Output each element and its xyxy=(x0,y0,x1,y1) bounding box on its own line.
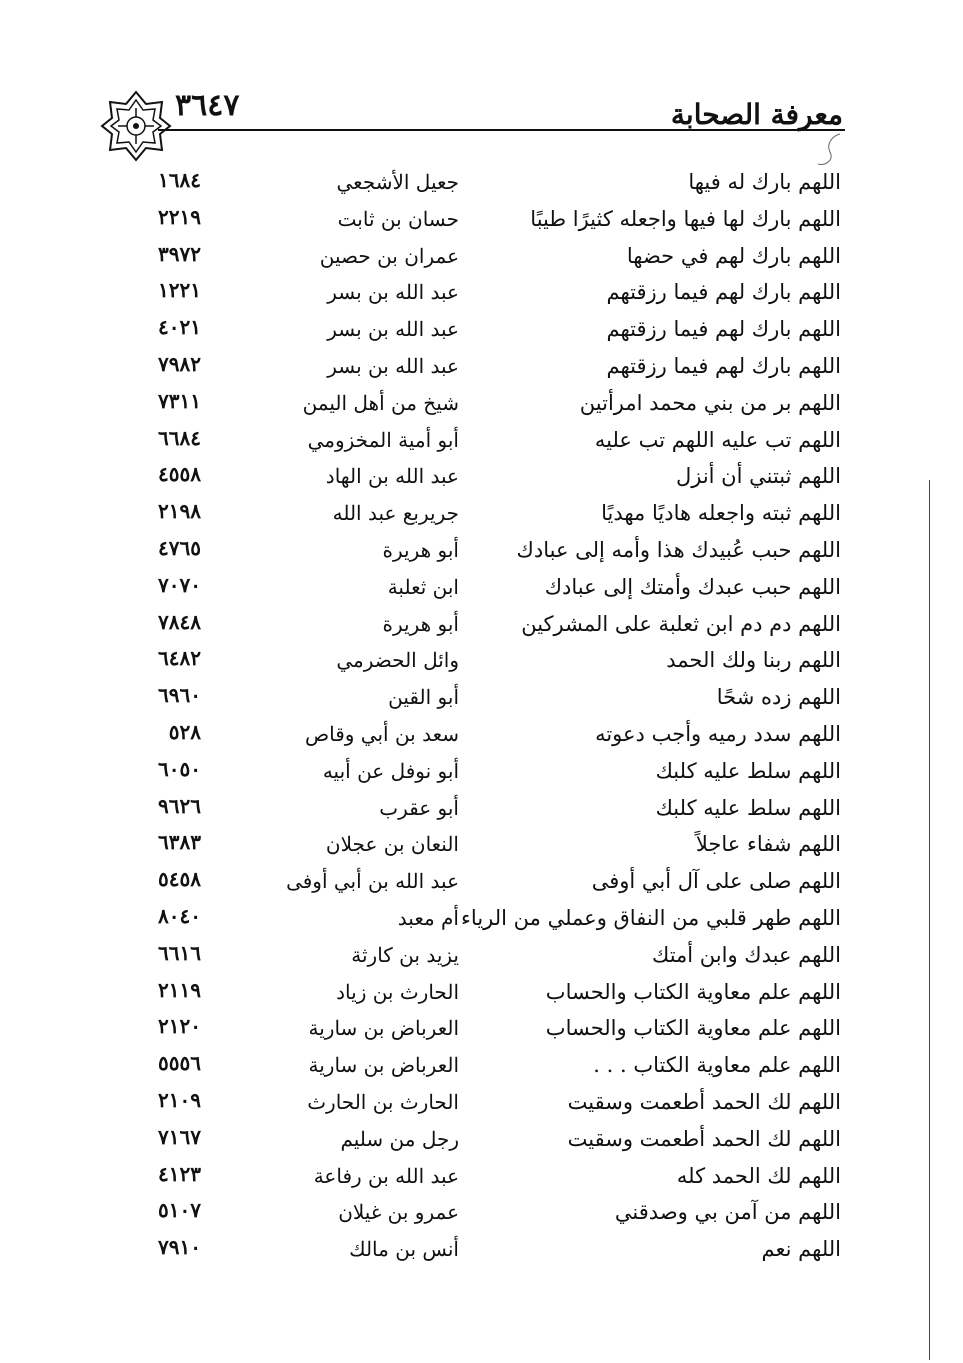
hadith-number: ٨٠٤٠ xyxy=(158,903,201,928)
hadith-incipit: اللهم من آمن بي وصدقني xyxy=(614,1200,841,1225)
hadith-incipit: اللهم ثبتني أن أنزل xyxy=(675,464,841,489)
index-entry xyxy=(0,424,963,461)
index-entry xyxy=(0,1012,963,1049)
corner-flourish-icon xyxy=(812,132,842,168)
hadith-number: ٣٩٧٢ xyxy=(158,241,201,266)
index-entry xyxy=(0,1049,963,1086)
index-entry xyxy=(0,902,963,939)
index-entry xyxy=(0,755,963,792)
narrator-name: أبو نوفل عن أبيه xyxy=(322,758,459,783)
index-entry xyxy=(0,718,963,755)
page-number: ٣٦٤٧ xyxy=(175,88,240,123)
hadith-incipit: اللهم تب عليه اللهم تب عليه xyxy=(594,427,841,452)
index-entry xyxy=(0,534,963,571)
narrator-name: أبو القين xyxy=(388,685,459,710)
narrator-name: عبد الله بن بسر xyxy=(327,280,459,305)
hadith-incipit: اللهم بارك لها فيها واجعله كثيرًا طيبًا xyxy=(530,206,841,231)
hadith-number: ٦٩٦٠ xyxy=(158,683,201,708)
narrator-name: الحارث بن زياد xyxy=(336,979,459,1004)
hadith-number: ٤٧٦٥ xyxy=(158,535,201,560)
narrator-name: أبو أمية المخزومي xyxy=(307,427,459,452)
index-entry xyxy=(0,608,963,645)
hadith-incipit: اللهم سدد رميه وأجب دعوته xyxy=(595,721,841,746)
index-entry xyxy=(0,313,963,350)
hadith-number: ١٢٢١ xyxy=(158,278,201,303)
narrator-name: أنس بن مالك xyxy=(349,1237,459,1262)
hadith-number: ٦٣٨٣ xyxy=(158,830,201,855)
narrator-name: يزيد بن كارثة xyxy=(351,942,459,967)
hadith-incipit: اللهم حبب عُبيدك هذا وأمه إلى عبادك xyxy=(516,537,841,562)
hadith-incipit: اللهم دم دم ابن ثعلبة على المشركين xyxy=(521,611,841,636)
index-entry xyxy=(0,939,963,976)
hadith-number: ٧٣١١ xyxy=(158,388,201,413)
index-entry xyxy=(0,350,963,387)
hadith-incipit: اللهم بر من بني محمد امرأتين xyxy=(579,390,841,415)
hadith-number: ٦٤٨٢ xyxy=(158,646,201,671)
narrator-name: حسان بن ثابت xyxy=(337,206,459,231)
hadith-number: ٧٩٨٢ xyxy=(158,351,201,376)
index-entry xyxy=(0,387,963,424)
narrator-name: عبد الله بن بسر xyxy=(327,353,459,378)
hadith-incipit: اللهم سلط عليه كلبك xyxy=(655,795,841,820)
hadith-incipit: اللهم طهر قلبي من النفاق وعملي من الرياء xyxy=(461,905,841,930)
hadith-incipit: اللهم ربنا ولك الحمد xyxy=(666,648,841,673)
index-entry xyxy=(0,792,963,829)
hadith-incipit: اللهم بارك له فيها xyxy=(688,170,841,194)
hadith-incipit: اللهم بارك لهم فيما رزقتهم xyxy=(606,280,841,305)
hadith-incipit: اللهم لك الحمد أطعمت وسقيت xyxy=(567,1126,841,1151)
hadith-incipit: اللهم عبدك وابن أمتك xyxy=(652,942,841,967)
hadith-incipit: اللهم حبب عبدك وأمتك إلى عبادك xyxy=(544,574,841,599)
hadith-number: ١٦٨٤ xyxy=(158,168,201,192)
hadith-incipit: اللهم شفاء عاجلاً xyxy=(695,832,841,857)
index-entry xyxy=(0,571,963,608)
hadith-incipit: اللهم بارك لهم فيما رزقتهم xyxy=(606,317,841,342)
hadith-number: ٦٦٨٤ xyxy=(158,425,201,450)
narrator-name: أبو هريرة xyxy=(382,611,459,636)
narrator-name: عمران بن حصين xyxy=(319,243,459,268)
hadith-number: ٢١٠٩ xyxy=(158,1087,201,1112)
index-entry xyxy=(0,681,963,718)
hadith-number: ٢٢١٩ xyxy=(158,204,201,229)
index-entry xyxy=(0,276,963,313)
hadith-number: ٥٤٥٨ xyxy=(158,867,201,892)
index-entry xyxy=(0,497,963,534)
narrator-name: عمرو بن غيلان xyxy=(338,1200,459,1225)
book-title: معرفة الصحابة xyxy=(670,98,843,131)
narrator-name: النعان بن عجلان xyxy=(325,832,459,857)
narrator-name: العرباض بن سارية xyxy=(308,1053,459,1078)
narrator-name: وائل الحضرمي xyxy=(336,648,459,673)
narrator-name: شيخ من أهل اليمن xyxy=(302,390,459,415)
narrator-name: عبد الله بن الهاد xyxy=(325,464,459,489)
narrator-name: جعيل الأشجعي xyxy=(336,170,459,194)
index-entry xyxy=(0,460,963,497)
hadith-number: ٦٠٥٠ xyxy=(158,756,201,781)
index-entry xyxy=(0,644,963,681)
hadith-incipit: اللهم بارك لهم فيما رزقتهم xyxy=(606,353,841,378)
index-entry xyxy=(0,865,963,902)
hadith-incipit: اللهم لك الحمد أطعمت وسقيت xyxy=(567,1089,841,1114)
hadith-number: ٢١١٩ xyxy=(158,977,201,1002)
narrator-name: سعد بن أبي وقاص xyxy=(304,721,459,746)
hadith-incipit: اللهم سلط عليه كلبك xyxy=(655,758,841,783)
hadith-number: ٤٥٥٨ xyxy=(158,462,201,487)
narrator-name: جريربع عبد الله xyxy=(332,501,459,526)
hadith-incipit: اللهم صلى على آل أبي أوفى xyxy=(591,869,841,894)
narrator-name: أبو عقرب xyxy=(379,795,459,820)
hadith-number: ٢١٩٨ xyxy=(158,499,201,524)
hadith-incipit: اللهم زده شحًا xyxy=(716,685,841,710)
narrator-name: ابن ثعلبة xyxy=(387,574,459,599)
narrator-name: عبد الله بن رفاعة xyxy=(313,1163,459,1188)
hadith-incipit: اللهم علم معاوية الكتاب . . . xyxy=(593,1053,841,1078)
hadith-number: ٥١٠٧ xyxy=(158,1198,201,1223)
hadith-number: ٢١٢٠ xyxy=(158,1014,201,1039)
hadith-number: ٤٠٢١ xyxy=(158,315,201,340)
narrator-name: العرباض بن سارية xyxy=(308,1016,459,1041)
narrator-name: رجل من سليم xyxy=(340,1126,459,1151)
hadith-incipit: اللهم نعم xyxy=(761,1237,841,1262)
hadith-number: ٧٠٧٠ xyxy=(158,572,201,597)
index-entry xyxy=(0,976,963,1013)
hadith-number: ٦٦١٦ xyxy=(158,940,201,965)
index-entry xyxy=(0,1086,963,1123)
index-entry xyxy=(0,203,963,240)
ornament-icon xyxy=(100,90,172,162)
narrator-name: عبد الله بن بسر xyxy=(327,317,459,342)
index-entry xyxy=(0,1160,963,1197)
index-entry xyxy=(0,1123,963,1160)
narrator-name: أبو هريرة xyxy=(382,537,459,562)
index-entry xyxy=(0,1233,963,1270)
hadith-number: ٧١٦٧ xyxy=(158,1124,201,1149)
hadith-number: ٧٩١٠ xyxy=(158,1235,201,1260)
hadith-number: ٥٢٨ xyxy=(168,719,201,744)
header-rule xyxy=(158,129,845,131)
hadith-incipit: اللهم بارك لهم في حضها xyxy=(626,243,841,268)
narrator-name: الحارث بن الحارث xyxy=(307,1089,459,1114)
hadith-number: ٥٥٥٦ xyxy=(158,1051,201,1076)
hadith-incipit: اللهم علم معاوية الكتاب والحساب xyxy=(545,1016,841,1041)
index-list xyxy=(0,166,963,1270)
narrator-name: عبد الله بن أبي أوفى xyxy=(286,869,459,894)
hadith-incipit: اللهم علم معاوية الكتاب والحساب xyxy=(545,979,841,1004)
hadith-incipit: اللهم ثبته واجعله هاديًا مهديًا xyxy=(601,501,841,526)
hadith-number: ٧٨٤٨ xyxy=(158,609,201,634)
index-entry xyxy=(0,240,963,277)
hadith-incipit: اللهم لك الحمد كله xyxy=(676,1163,841,1188)
index-entry xyxy=(0,1196,963,1233)
hadith-number: ٤١٢٣ xyxy=(158,1161,201,1186)
index-entry xyxy=(0,828,963,865)
index-entry xyxy=(0,166,963,203)
hadith-number: ٩٦٢٦ xyxy=(158,793,201,818)
narrator-name: أم معبد xyxy=(397,905,459,930)
